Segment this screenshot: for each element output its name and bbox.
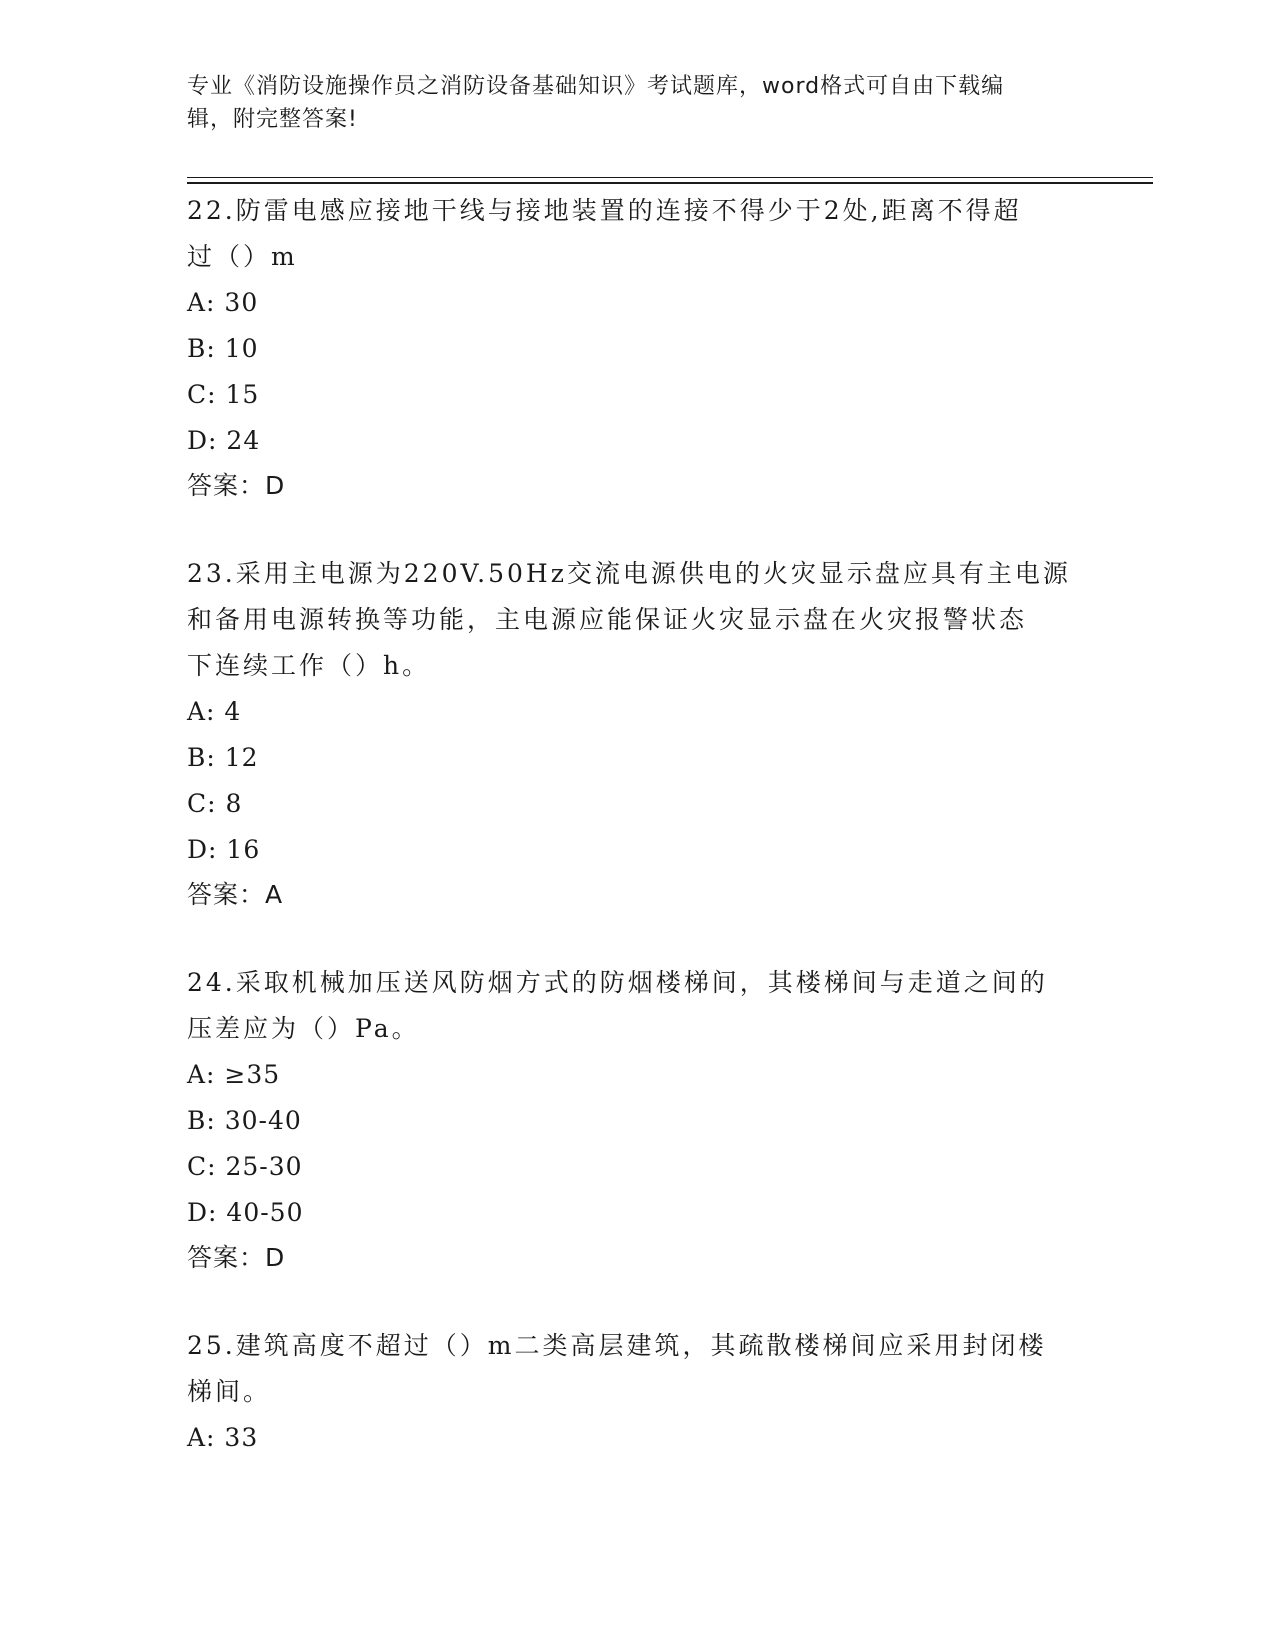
stem-line: 和备用电源转换等功能，主电源应能保证火灾显示盘在火灾报警状态 bbox=[187, 605, 1028, 634]
question-stem bbox=[187, 1323, 1087, 1415]
stem-line: 过（）m bbox=[187, 242, 298, 271]
option-d: D: 24 bbox=[187, 426, 261, 455]
stem-line: 25.建筑高度不超过（）m二类高层建筑，其疏散楼梯间应采用封闭楼 bbox=[187, 1331, 1047, 1360]
option-b: B: 30-40 bbox=[187, 1106, 302, 1135]
answer-line: 答案：D bbox=[187, 1243, 286, 1272]
question-stem bbox=[187, 960, 1087, 1052]
stem-line: 梯间。 bbox=[187, 1377, 272, 1406]
option-c: C: 15 bbox=[187, 380, 260, 409]
stem-line: 压差应为（）Pa。 bbox=[187, 1014, 420, 1043]
option-d: D: 40-50 bbox=[187, 1198, 304, 1227]
header-line-1: 专业《消防设施操作员之消防设备基础知识》考试题库，word格式可自由下载编 bbox=[187, 74, 1005, 99]
question-23 bbox=[187, 551, 1087, 917]
question-stem bbox=[187, 188, 1087, 280]
option-a: A: 30 bbox=[187, 288, 259, 317]
question-list bbox=[187, 188, 1087, 1504]
stem-line: 23.采用主电源为220V.50Hz交流电源供电的火灾显示盘应具有主电源 bbox=[187, 559, 1071, 588]
stem-line: 22.防雷电感应接地干线与接地装置的连接不得少于2处,距离不得超 bbox=[187, 196, 1022, 225]
answer-line: 答案：A bbox=[187, 880, 284, 909]
question-22 bbox=[187, 188, 1087, 508]
answer-line: 答案：D bbox=[187, 471, 286, 500]
question-stem bbox=[187, 551, 1087, 689]
header-divider-thin bbox=[187, 177, 1153, 178]
option-b: B: 10 bbox=[187, 334, 259, 363]
option-b: B: 12 bbox=[187, 743, 259, 772]
stem-line: 24.采取机械加压送风防烟方式的防烟楼梯间，其楼梯间与走道之间的 bbox=[187, 968, 1048, 997]
option-a: A: 4 bbox=[187, 697, 242, 726]
question-24 bbox=[187, 960, 1087, 1280]
option-a: A: ≥35 bbox=[187, 1060, 281, 1089]
stem-line: 下连续工作（）h。 bbox=[187, 651, 431, 680]
option-c: C: 8 bbox=[187, 789, 243, 818]
option-a: A: 33 bbox=[187, 1423, 259, 1452]
option-c: C: 25-30 bbox=[187, 1152, 303, 1181]
header-line-2: 辑，附完整答案! bbox=[187, 107, 358, 132]
option-d: D: 16 bbox=[187, 835, 261, 864]
header-divider-thick bbox=[187, 182, 1153, 184]
document-header bbox=[187, 70, 1077, 136]
question-25 bbox=[187, 1323, 1087, 1461]
